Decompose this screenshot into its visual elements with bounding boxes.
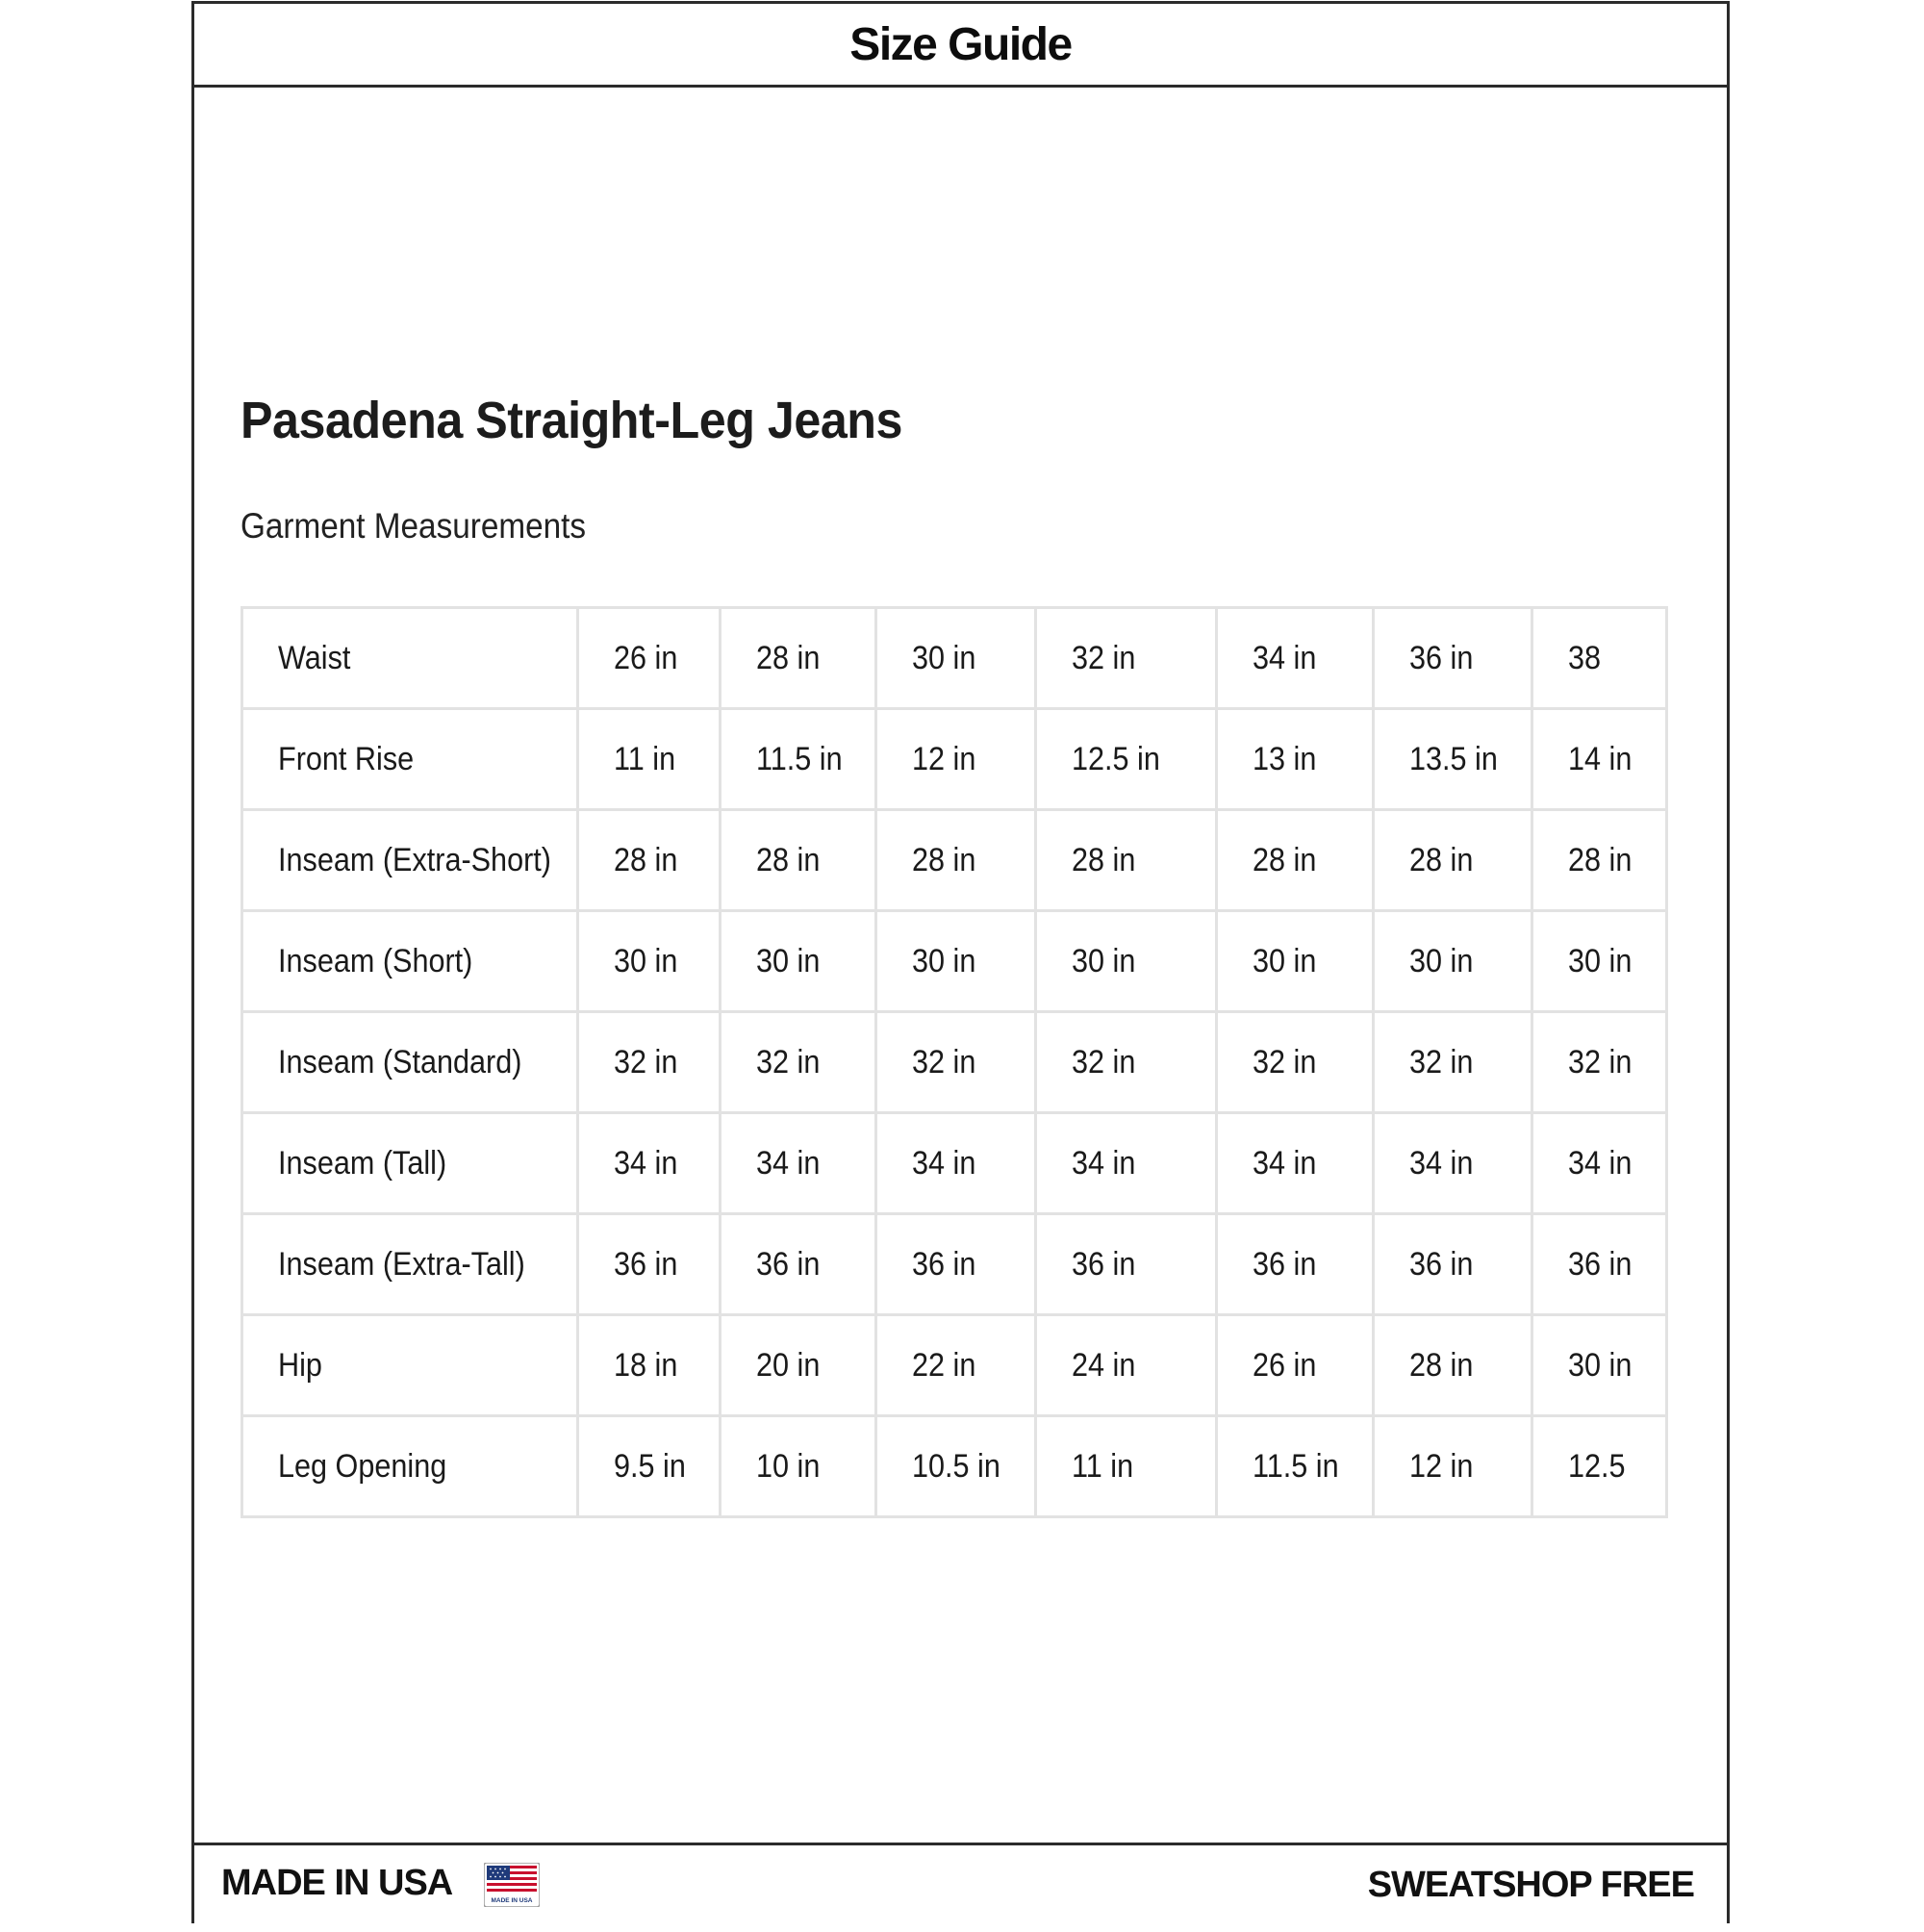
measurement-cell [876, 810, 1036, 911]
row-label-cell [242, 1012, 578, 1113]
measurement-cell [721, 1416, 876, 1517]
measurement-value: 30 in [1253, 942, 1317, 979]
page-title: Size Guide [849, 18, 1072, 70]
measurement-value: 11 in [1072, 1447, 1134, 1485]
measurement-value: 36 in [912, 1245, 976, 1283]
measurement-value: 14 in [1568, 740, 1633, 777]
measurement-cell [1036, 1416, 1217, 1517]
measurement-cell [578, 1416, 721, 1517]
measurement-cell [1036, 709, 1217, 810]
measurement-cell [1374, 1315, 1532, 1416]
measurement-value: 28 in [1568, 841, 1633, 878]
measurement-cell [876, 709, 1036, 810]
measurement-cell [1036, 608, 1217, 709]
measurement-cell [578, 1113, 721, 1214]
measurement-cell [1036, 1113, 1217, 1214]
table-row [242, 709, 1667, 810]
measurement-cell [721, 1113, 876, 1214]
measurement-value: 32 in [1072, 1043, 1136, 1080]
measurement-value: 34 in [912, 1144, 976, 1182]
row-label-cell [242, 608, 578, 709]
measurement-cell [578, 1315, 721, 1416]
measurement-value: 34 in [1409, 1144, 1474, 1182]
measurement-cell [1532, 1315, 1667, 1416]
footer [194, 1843, 1727, 1932]
measurement-cell [1217, 608, 1374, 709]
measurement-cell [1374, 1416, 1532, 1517]
measurement-value: 30 in [614, 942, 678, 979]
measurement-value: 10.5 in [912, 1447, 1000, 1485]
measurement-value: 26 in [1253, 1346, 1317, 1384]
measurement-value: 9.5 in [614, 1447, 686, 1485]
measurement-value: 12.5 [1568, 1447, 1626, 1485]
measurement-cell [1374, 810, 1532, 911]
measurement-cell [578, 1214, 721, 1315]
made-in-usa-label: MADE IN USA [221, 1863, 453, 1903]
measurement-cell [1374, 1214, 1532, 1315]
table-row [242, 911, 1667, 1012]
measurement-cell [578, 608, 721, 709]
table-row [242, 1315, 1667, 1416]
measurement-value: 36 in [1409, 1245, 1474, 1283]
measurement-value: 12 in [912, 740, 976, 777]
measurement-cell [1217, 810, 1374, 911]
row-label-cell [242, 810, 578, 911]
measurement-cell [578, 810, 721, 911]
row-label: Inseam (Extra-Short) [278, 841, 551, 878]
measurement-value: 36 in [1568, 1245, 1633, 1283]
row-label-cell [242, 911, 578, 1012]
measurement-cell [1374, 911, 1532, 1012]
measurement-value: 36 in [614, 1245, 678, 1283]
measurement-cell [578, 911, 721, 1012]
measurement-cell [1532, 1113, 1667, 1214]
measurement-value: 32 in [1568, 1043, 1633, 1080]
measurement-value: 36 in [1409, 639, 1474, 676]
measurement-value: 34 in [1253, 639, 1317, 676]
measurement-cell [876, 1012, 1036, 1113]
measurement-value: 13.5 in [1409, 740, 1498, 777]
measurement-value: 30 in [912, 942, 976, 979]
measurement-value: 34 in [1253, 1144, 1317, 1182]
measurement-value: 22 in [912, 1346, 976, 1384]
measurement-value: 32 in [1409, 1043, 1474, 1080]
table-row [242, 1416, 1667, 1517]
table-row [242, 810, 1667, 911]
measurement-value: 18 in [614, 1346, 678, 1384]
measurement-cell [1217, 911, 1374, 1012]
measurement-value: 26 in [614, 639, 678, 676]
measurement-value: 36 in [756, 1245, 821, 1283]
measurement-cell [1036, 911, 1217, 1012]
measurement-cell [1217, 1012, 1374, 1113]
row-label: Inseam (Standard) [278, 1043, 522, 1080]
row-label: Inseam (Short) [278, 942, 473, 979]
row-label-cell [242, 1416, 578, 1517]
measurement-value: 11.5 in [756, 740, 843, 777]
measurement-value: 30 in [1409, 942, 1474, 979]
measurement-cell [1532, 1416, 1667, 1517]
measurement-value: 38 [1568, 639, 1602, 676]
measurement-value: 34 in [1568, 1144, 1633, 1182]
measurement-cell [578, 1012, 721, 1113]
row-label: Waist [278, 639, 351, 676]
row-label-cell [242, 1113, 578, 1214]
measurement-value: 24 in [1072, 1346, 1136, 1384]
measurement-cell [1217, 1315, 1374, 1416]
measurement-value: 34 in [1072, 1144, 1136, 1182]
measurement-cell [876, 1416, 1036, 1517]
measurement-value: 28 in [614, 841, 678, 878]
measurement-value: 28 in [1409, 1346, 1474, 1384]
measurement-value: 11 in [614, 740, 676, 777]
measurement-cell [721, 709, 876, 810]
measurement-cell [1217, 1113, 1374, 1214]
measurement-cell [1374, 608, 1532, 709]
product-title: Pasadena Straight-Leg Jeans [240, 392, 902, 449]
measurement-value: 36 in [1253, 1245, 1317, 1283]
row-label-cell [242, 1214, 578, 1315]
measurement-cell [1036, 1214, 1217, 1315]
row-label: Leg Opening [278, 1447, 447, 1485]
flag-caption: MADE IN USA [491, 1897, 533, 1904]
usa-flag-icon [484, 1863, 540, 1907]
measurement-cell [578, 709, 721, 810]
row-label-cell [242, 709, 578, 810]
measurement-value: 11.5 in [1253, 1447, 1339, 1485]
measurement-value: 32 in [1072, 639, 1136, 676]
sweatshop-free-label: SWEATSHOP FREE [1367, 1865, 1694, 1905]
row-label: Hip [278, 1346, 322, 1384]
measurement-cell [1532, 911, 1667, 1012]
table-row [242, 608, 1667, 709]
table-row [242, 1012, 1667, 1113]
measurement-cell [1217, 1416, 1374, 1517]
measurement-cell [1036, 1315, 1217, 1416]
measurement-value: 28 in [912, 841, 976, 878]
measurement-cell [721, 1012, 876, 1113]
measurement-cell [1374, 1012, 1532, 1113]
measurement-cell [1532, 1214, 1667, 1315]
measurement-cell [1532, 709, 1667, 810]
measurements-table [240, 606, 1668, 1518]
measurement-value: 20 in [756, 1346, 821, 1384]
measurement-value: 32 in [614, 1043, 678, 1080]
header [194, 4, 1727, 88]
measurement-cell [1532, 608, 1667, 709]
measurement-cell [876, 911, 1036, 1012]
measurement-value: 32 in [756, 1043, 821, 1080]
measurement-cell [876, 1214, 1036, 1315]
measurement-cell [876, 1315, 1036, 1416]
measurement-value: 28 in [1253, 841, 1317, 878]
row-label: Front Rise [278, 740, 415, 777]
measurement-value: 30 in [1072, 942, 1136, 979]
measurement-cell [876, 1113, 1036, 1214]
measurement-cell [1036, 1012, 1217, 1113]
measurement-cell [1036, 810, 1217, 911]
measurement-cell [1532, 1012, 1667, 1113]
row-label: Inseam (Tall) [278, 1144, 447, 1182]
measurement-value: 28 in [756, 841, 821, 878]
section-subtitle: Garment Measurements [240, 506, 587, 546]
size-guide-frame [191, 1, 1730, 1923]
measurement-cell [721, 1214, 876, 1315]
measurement-value: 34 in [756, 1144, 821, 1182]
measurement-cell [721, 911, 876, 1012]
table-body [242, 608, 1667, 1517]
measurement-value: 30 in [1568, 942, 1633, 979]
table-row [242, 1113, 1667, 1214]
measurement-cell [1217, 1214, 1374, 1315]
measurement-value: 32 in [1253, 1043, 1317, 1080]
measurement-value: 28 in [756, 639, 821, 676]
row-label-cell [242, 1315, 578, 1416]
measurement-value: 12 in [1409, 1447, 1474, 1485]
measurement-cell [721, 1315, 876, 1416]
measurement-value: 13 in [1253, 740, 1317, 777]
measurement-value: 30 in [1568, 1346, 1633, 1384]
measurement-cell [876, 608, 1036, 709]
measurement-value: 28 in [1072, 841, 1136, 878]
measurement-cell [721, 810, 876, 911]
measurement-value: 10 in [756, 1447, 821, 1485]
measurement-cell [1532, 810, 1667, 911]
measurement-value: 32 in [912, 1043, 976, 1080]
measurement-value: 30 in [756, 942, 821, 979]
measurement-value: 36 in [1072, 1245, 1136, 1283]
measurement-cell [721, 608, 876, 709]
row-label: Inseam (Extra-Tall) [278, 1245, 525, 1283]
measurement-value: 30 in [912, 639, 976, 676]
table-row [242, 1214, 1667, 1315]
measurement-cell [1374, 709, 1532, 810]
measurement-cell [1374, 1113, 1532, 1214]
measurement-cell [1217, 709, 1374, 810]
measurement-value: 34 in [614, 1144, 678, 1182]
measurement-value: 12.5 in [1072, 740, 1160, 777]
measurement-value: 28 in [1409, 841, 1474, 878]
